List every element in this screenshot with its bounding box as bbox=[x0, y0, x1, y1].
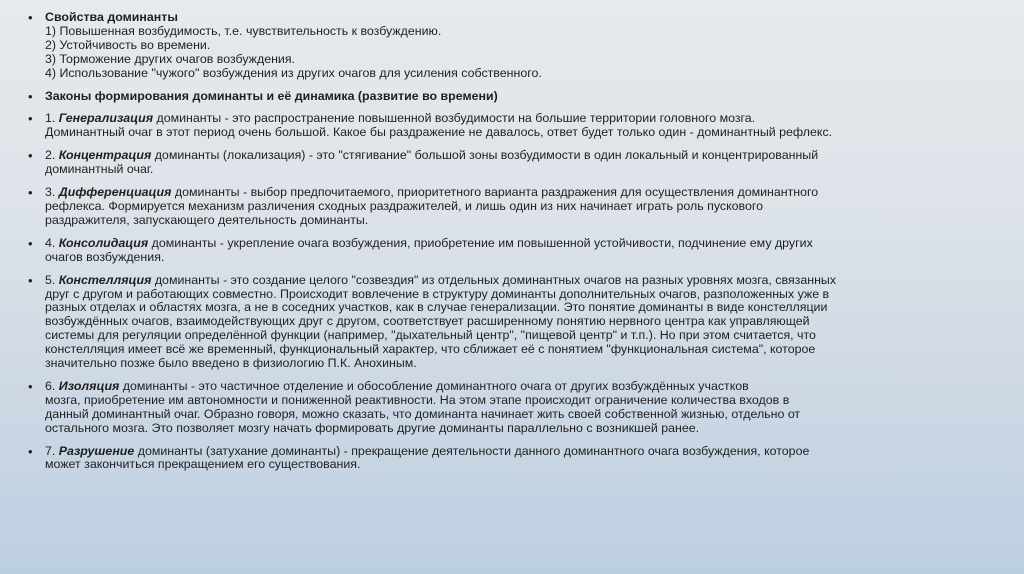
stage-first-line bbox=[45, 380, 988, 394]
stage-text: доминанты - это распространение повышенной возбудимости на большие территории головного мозга. bbox=[153, 111, 756, 126]
stage-line: остального мозга. Это позволяет мозгу начать формировать другие доминанты параллельно с возникшей ранее. bbox=[45, 420, 700, 435]
stage-number: 6. bbox=[45, 378, 56, 393]
stage-text: доминанты - выбор предпочитаемого, приоритетного варианта раздражения для осуществления доминантного bbox=[171, 185, 819, 200]
stage-line: Доминантный очаг в этот период очень большой. Какое бы раздражение не давалось, ответ будет только один - доминантный рефлекс. bbox=[45, 125, 833, 140]
stage-line: раздражителя, запускающего деятельность доминанты. bbox=[45, 212, 369, 227]
stage-line: может закончиться прекращением его существования. bbox=[45, 457, 361, 472]
stage-item-generalization bbox=[28, 112, 988, 140]
stage-line: возбуждённых очагов, взаимодействующих друг с другом, соответствует расширенному понятию нервного центра как управляющей bbox=[45, 314, 810, 329]
stage-item-constellation bbox=[28, 274, 988, 371]
stage-item-concentration bbox=[28, 149, 988, 177]
stage-term: Генерализация bbox=[58, 111, 154, 126]
stage-text: доминанты (затухание доминанты) - прекращение деятельности данного доминантного очага возбуждения, которое bbox=[134, 443, 810, 458]
stage-term: Концентрация bbox=[58, 148, 152, 163]
stage-first-line bbox=[45, 445, 988, 459]
stage-line: мозга, приобретение им автономности и пониженной реактивности. На этом этапе происходит ограничение количества входов в bbox=[45, 392, 790, 407]
stage-text: доминанты - это частичное отделение и обособление доминантного очага от других возбуждённых участков bbox=[119, 378, 749, 393]
stage-line: рефлекса. Формируется механизм различения сходных раздражителей, и лишь один из них начинает играть роль пускового bbox=[45, 198, 764, 213]
properties-item bbox=[28, 11, 988, 81]
laws-title: • Законы формирования доминанты и её динамика (развитие во времени) bbox=[45, 88, 498, 103]
laws-item bbox=[28, 90, 988, 104]
stage-first-line bbox=[45, 186, 988, 200]
stage-item-destruction bbox=[28, 445, 988, 473]
stage-term: Констелляция bbox=[58, 272, 152, 287]
stage-first-line bbox=[45, 112, 988, 126]
stage-first-line bbox=[45, 237, 988, 251]
stage-line: друг с другом и работающих совместно. Происходит вовлечение в структуру доминанты дополнительных очагов, разположенных уже в bbox=[45, 286, 830, 301]
stage-line: доминантный очаг. bbox=[45, 162, 154, 177]
property-line: 1) Повышенная возбудимость, т.е. чувствительность к возбуждению. bbox=[45, 23, 442, 38]
stage-line: очагов возбуждения. bbox=[45, 249, 165, 264]
stage-text: доминанты - это создание целого "созвездия" из отдельных доминантных очагов на разных уровнях мозга, связанных bbox=[151, 272, 837, 287]
properties-title: • Свойства доминанты bbox=[45, 10, 178, 24]
stage-number: 3. bbox=[45, 185, 56, 200]
stage-first-line bbox=[45, 149, 988, 163]
stage-term: Изоляция bbox=[58, 378, 120, 393]
slide-content bbox=[28, 11, 988, 481]
stage-line: значительно позже было введено в физиологию П.К. Анохиным. bbox=[45, 356, 417, 371]
stage-text: доминанты (локализация) - это "стягивание" большой зоны возбудимости в один локальный и концентрированный bbox=[151, 148, 819, 163]
stage-term: Консолидация bbox=[58, 235, 149, 250]
stage-line: разных отделах и областях мозга, а не в соседних участков, как в случае генерализации. Это понятие доминанты в виде констелляции bbox=[45, 300, 828, 315]
stage-term: Дифференциация bbox=[58, 185, 172, 200]
stage-number: 2. bbox=[45, 148, 56, 163]
stage-line: системы для регуляции определённой функции (например, "дыхательный центр", "пищевой центр" и т.п.). Но при этом считается, что bbox=[45, 328, 816, 343]
property-line: 2) Устойчивость во времени. bbox=[45, 37, 211, 52]
stage-item-isolation bbox=[28, 380, 988, 436]
stage-number: 7. bbox=[45, 443, 56, 458]
stage-item-consolidation bbox=[28, 237, 988, 265]
property-line: 4) Использование "чужого" возбуждения из других очагов для усиления собственного. bbox=[45, 65, 542, 80]
property-line: 3) Торможение других очагов возбуждения. bbox=[45, 51, 295, 66]
stage-number: 5. bbox=[45, 272, 56, 287]
stage-number: 4. bbox=[45, 235, 56, 250]
stage-line: данный доминантный очаг. Образно говоря, можно сказать, что доминанта начинает жить своей собственной жизнью, отдельно от bbox=[45, 406, 801, 421]
stage-first-line bbox=[45, 274, 988, 288]
stage-text: доминанты - укрепление очага возбуждения, приобретение им повышенной устойчивости, подчинение ему других bbox=[148, 235, 813, 250]
stage-line: констелляция имеет всё же временный, функциональный характер, что сближает её с понятием "функциональная система", которое bbox=[45, 342, 816, 357]
stage-item-differentiation bbox=[28, 186, 988, 228]
stage-number: 1. bbox=[45, 111, 56, 126]
stage-term: Разрушение bbox=[58, 443, 135, 458]
bullet-list bbox=[28, 11, 988, 472]
